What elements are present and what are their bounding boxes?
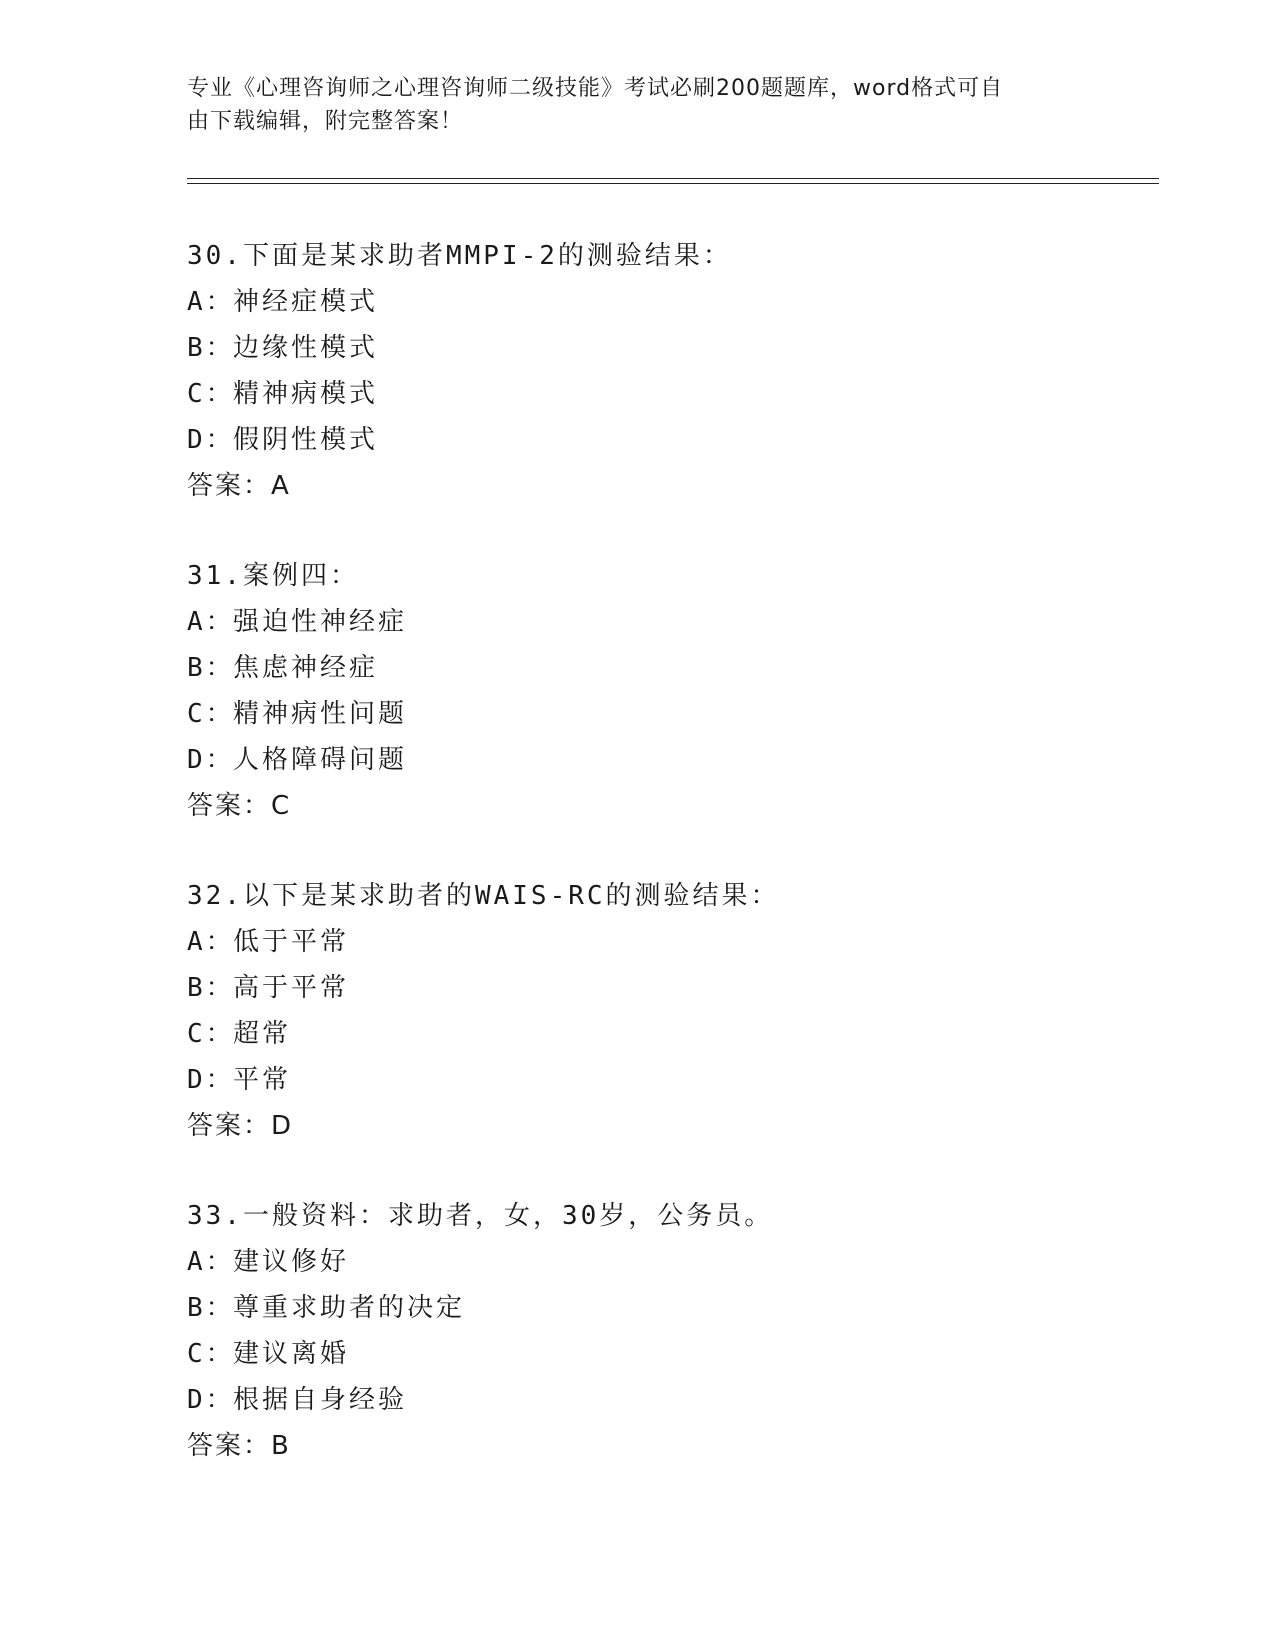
option-c [187,691,1159,737]
option-text: 强迫性神经症 [233,607,408,637]
option-b [187,1285,1159,1331]
option-text: 根据自身经验 [233,1385,408,1415]
option-a [187,279,1159,325]
question-stem: 31.案例四： [187,561,359,591]
option-text: 低于平常 [233,927,350,957]
option-key: C： [187,1339,235,1369]
option-d [187,1377,1159,1423]
option-text: 建议修好 [233,1247,350,1277]
answer: 答案：B [187,1431,291,1461]
option-text: 假阴性模式 [233,425,379,455]
answer: 答案：A [187,471,291,501]
question-stem: 32.以下是某求助者的WAIS-RC的测验结果： [187,881,780,911]
option-key: A： [187,1247,235,1277]
answer: 答案：C [187,791,292,821]
answer: 答案：D [187,1111,294,1141]
option-text: 神经症模式 [233,287,379,317]
option-a [187,1239,1159,1285]
question-31 [187,553,1159,829]
option-text: 人格障碍问题 [233,745,408,775]
option-key: B： [187,653,235,683]
option-b [187,645,1159,691]
option-c [187,1331,1159,1377]
question-stem: 33.一般资料：求助者，女，30岁，公务员。 [187,1201,774,1231]
option-text: 精神病模式 [233,379,379,409]
option-key: A： [187,607,235,637]
option-c [187,1011,1159,1057]
option-a [187,599,1159,645]
option-text: 平常 [233,1065,292,1095]
option-text: 尊重求助者的决定 [233,1293,466,1323]
option-key: C： [187,1019,235,1049]
option-key: C： [187,379,235,409]
option-text: 超常 [233,1019,292,1049]
option-c [187,371,1159,417]
header-line-1: 专业《心理咨询师之心理咨询师二级技能》考试必刷200题题库，word格式可自 [187,76,1004,101]
option-key: B： [187,333,235,363]
question-30 [187,233,1159,509]
option-key: B： [187,1293,235,1323]
header-divider-top [187,178,1159,179]
option-b [187,965,1159,1011]
option-d [187,737,1159,783]
option-key: C： [187,699,235,729]
question-33 [187,1193,1159,1469]
document-header [187,72,1067,138]
option-key: D： [187,745,235,775]
option-d [187,417,1159,463]
option-b [187,325,1159,371]
question-stem: 30.下面是某求助者MMPI-2的测验结果： [187,241,732,271]
question-32 [187,873,1159,1149]
option-text: 焦虑神经症 [233,653,379,683]
option-key: D： [187,1385,235,1415]
header-divider-bottom [187,183,1159,184]
option-key: B： [187,973,235,1003]
option-key: A： [187,287,235,317]
option-key: D： [187,1065,235,1095]
option-text: 边缘性模式 [233,333,379,363]
option-text: 高于平常 [233,973,350,1003]
header-line-2: 由下载编辑，附完整答案！ [187,109,464,134]
option-text: 精神病性问题 [233,699,408,729]
option-key: D： [187,425,235,455]
option-key: A： [187,927,235,957]
option-text: 建议离婚 [233,1339,350,1369]
option-a [187,919,1159,965]
option-d [187,1057,1159,1103]
